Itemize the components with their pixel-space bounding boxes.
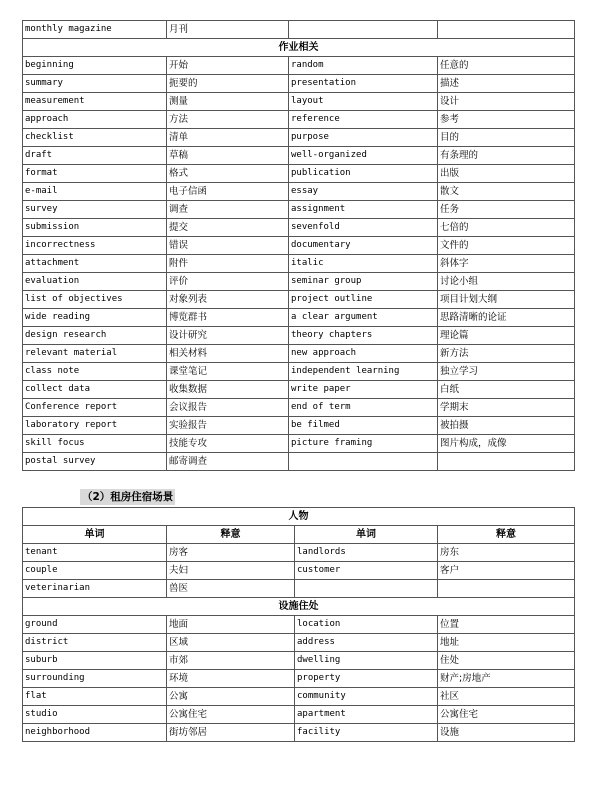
- word-cell: community: [295, 688, 438, 706]
- word-cell: e-mail: [23, 183, 167, 201]
- word-cell: neighborhood: [23, 724, 167, 742]
- word-cell: location: [295, 616, 438, 634]
- meaning-cell: 白纸: [438, 381, 575, 399]
- meaning-cell: 草稿: [167, 147, 289, 165]
- word-cell: customer: [295, 562, 438, 580]
- word-cell: new approach: [289, 345, 438, 363]
- word-cell: italic: [289, 255, 438, 273]
- table-row: [23, 435, 575, 453]
- word-cell: [295, 580, 438, 598]
- word-cell: well-organized: [289, 147, 438, 165]
- word-cell: property: [295, 670, 438, 688]
- meaning-cell: 电子信函: [167, 183, 289, 201]
- meaning-cell: 住处: [438, 652, 575, 670]
- meaning-cell: 相关材料: [167, 345, 289, 363]
- table-row: [23, 363, 575, 381]
- meaning-cell: 对象列表: [167, 291, 289, 309]
- meaning-cell: 收集数据: [167, 381, 289, 399]
- meaning-cell: 文件的: [438, 237, 575, 255]
- word-cell: theory chapters: [289, 327, 438, 345]
- meaning-cell: 环境: [167, 670, 295, 688]
- word-cell: random: [289, 57, 438, 75]
- word-cell: design research: [23, 327, 167, 345]
- meaning-cell: [438, 21, 575, 39]
- word-cell: surrounding: [23, 670, 167, 688]
- meaning-cell: 新方法: [438, 345, 575, 363]
- word-cell: project outline: [289, 291, 438, 309]
- meaning-cell: 月刊: [167, 21, 289, 39]
- table-row: [23, 255, 575, 273]
- table-row: [23, 111, 575, 129]
- meaning-cell: 房东: [438, 544, 575, 562]
- word-cell: measurement: [23, 93, 167, 111]
- meaning-cell: 公寓住宅: [167, 706, 295, 724]
- word-cell: beginning: [23, 57, 167, 75]
- word-cell: list of objectives: [23, 291, 167, 309]
- word-cell: independent learning: [289, 363, 438, 381]
- word-cell: sevenfold: [289, 219, 438, 237]
- meaning-cell: 位置: [438, 616, 575, 634]
- section-title: 人物: [23, 508, 575, 526]
- meaning-cell: 描述: [438, 75, 575, 93]
- meaning-cell: 实验报告: [167, 417, 289, 435]
- word-cell: essay: [289, 183, 438, 201]
- table-row: [23, 724, 575, 742]
- meaning-cell: 错误: [167, 237, 289, 255]
- table-row: [23, 291, 575, 309]
- word-cell: format: [23, 165, 167, 183]
- word-cell: approach: [23, 111, 167, 129]
- meaning-cell: 财产;房地产: [438, 670, 575, 688]
- word-cell: reference: [289, 111, 438, 129]
- meaning-cell: 调查: [167, 201, 289, 219]
- word-cell: picture framing: [289, 435, 438, 453]
- table-row: [23, 417, 575, 435]
- word-cell: landlords: [295, 544, 438, 562]
- meaning-cell: 市郊: [167, 652, 295, 670]
- table-row: [23, 201, 575, 219]
- meaning-cell: 评价: [167, 273, 289, 291]
- meaning-cell: 地址: [438, 634, 575, 652]
- word-cell: studio: [23, 706, 167, 724]
- section-header-row: [23, 39, 575, 57]
- word-cell: write paper: [289, 381, 438, 399]
- word-cell: summary: [23, 75, 167, 93]
- meaning-cell: 社区: [438, 688, 575, 706]
- table-row: [23, 580, 575, 598]
- word-cell: be filmed: [289, 417, 438, 435]
- word-cell: attachment: [23, 255, 167, 273]
- column-header-word: 单词: [23, 526, 167, 544]
- word-cell: relevant material: [23, 345, 167, 363]
- table-row: [23, 562, 575, 580]
- meaning-cell: 公寓住宅: [438, 706, 575, 724]
- word-cell: laboratory report: [23, 417, 167, 435]
- word-cell: checklist: [23, 129, 167, 147]
- word-cell: veterinarian: [23, 580, 167, 598]
- word-cell: collect data: [23, 381, 167, 399]
- word-cell: wide reading: [23, 309, 167, 327]
- word-cell: purpose: [289, 129, 438, 147]
- meaning-cell: 出版: [438, 165, 575, 183]
- meaning-cell: 扼要的: [167, 75, 289, 93]
- meaning-cell: 附件: [167, 255, 289, 273]
- table-row: [23, 652, 575, 670]
- word-cell: monthly magazine: [23, 21, 167, 39]
- word-cell: survey: [23, 201, 167, 219]
- column-header-word: 单词: [295, 526, 438, 544]
- table-row: [23, 381, 575, 399]
- meaning-cell: 被拍摄: [438, 417, 575, 435]
- table-row: [23, 273, 575, 291]
- word-cell: couple: [23, 562, 167, 580]
- word-cell: [289, 453, 438, 471]
- meaning-cell: [438, 580, 575, 598]
- table-row: [23, 345, 575, 363]
- meaning-cell: 七倍的: [438, 219, 575, 237]
- word-cell: submission: [23, 219, 167, 237]
- section-subtitle: （2）租房住宿场景: [82, 491, 174, 503]
- word-cell: end of term: [289, 399, 438, 417]
- word-cell: class note: [23, 363, 167, 381]
- column-header-row: [23, 526, 575, 544]
- word-cell: Conference report: [23, 399, 167, 417]
- table-row: [23, 634, 575, 652]
- column-header-meaning: 释意: [438, 526, 575, 544]
- word-cell: suburb: [23, 652, 167, 670]
- meaning-cell: 设施: [438, 724, 575, 742]
- table-row: [23, 309, 575, 327]
- section-title: 作业相关: [23, 39, 575, 57]
- meaning-cell: 技能专攻: [167, 435, 289, 453]
- meaning-cell: 地面: [167, 616, 295, 634]
- meaning-cell: 目的: [438, 129, 575, 147]
- word-cell: apartment: [295, 706, 438, 724]
- meaning-cell: 学期末: [438, 399, 575, 417]
- meaning-cell: 客户: [438, 562, 575, 580]
- word-cell: postal survey: [23, 453, 167, 471]
- word-cell: draft: [23, 147, 167, 165]
- table-row: [23, 183, 575, 201]
- meaning-cell: 散文: [438, 183, 575, 201]
- table-row: [23, 219, 575, 237]
- meaning-cell: 任务: [438, 201, 575, 219]
- word-cell: tenant: [23, 544, 167, 562]
- meaning-cell: 理论篇: [438, 327, 575, 345]
- word-cell: flat: [23, 688, 167, 706]
- word-cell: ground: [23, 616, 167, 634]
- meaning-cell: 斜体字: [438, 255, 575, 273]
- word-cell: district: [23, 634, 167, 652]
- section-header-row: [23, 598, 575, 616]
- section-header-row: [23, 508, 575, 526]
- table-row: [23, 129, 575, 147]
- vocab-table-housing: [22, 507, 575, 742]
- meaning-cell: 测量: [167, 93, 289, 111]
- meaning-cell: 提交: [167, 219, 289, 237]
- meaning-cell: 任意的: [438, 57, 575, 75]
- table-row: [23, 399, 575, 417]
- word-cell: publication: [289, 165, 438, 183]
- vocab-table-homework: [22, 20, 575, 471]
- meaning-cell: 思路清晰的论证: [438, 309, 575, 327]
- meaning-cell: 兽医: [167, 580, 295, 598]
- meaning-cell: 参考: [438, 111, 575, 129]
- meaning-cell: 会议报告: [167, 399, 289, 417]
- word-cell: assignment: [289, 201, 438, 219]
- meaning-cell: 独立学习: [438, 363, 575, 381]
- table-row: [23, 544, 575, 562]
- table-row: [23, 57, 575, 75]
- word-cell: seminar group: [289, 273, 438, 291]
- word-cell: presentation: [289, 75, 438, 93]
- word-cell: a clear argument: [289, 309, 438, 327]
- table-row: [23, 670, 575, 688]
- meaning-cell: 项目计划大纲: [438, 291, 575, 309]
- word-cell: dwelling: [295, 652, 438, 670]
- table-row: [23, 147, 575, 165]
- meaning-cell: 街坊邻居: [167, 724, 295, 742]
- table-row: [23, 327, 575, 345]
- meaning-cell: 格式: [167, 165, 289, 183]
- meaning-cell: 夫妇: [167, 562, 295, 580]
- meaning-cell: 方法: [167, 111, 289, 129]
- meaning-cell: 房客: [167, 544, 295, 562]
- word-cell: evaluation: [23, 273, 167, 291]
- word-cell: address: [295, 634, 438, 652]
- meaning-cell: 公寓: [167, 688, 295, 706]
- table-row: [23, 21, 575, 39]
- word-cell: skill focus: [23, 435, 167, 453]
- word-cell: incorrectness: [23, 237, 167, 255]
- meaning-cell: 邮寄调查: [167, 453, 289, 471]
- meaning-cell: 博览群书: [167, 309, 289, 327]
- table-row: [23, 453, 575, 471]
- table-row: [23, 706, 575, 724]
- table-row: [23, 75, 575, 93]
- word-cell: layout: [289, 93, 438, 111]
- meaning-cell: 讨论小组: [438, 273, 575, 291]
- meaning-cell: [438, 453, 575, 471]
- word-cell: [289, 21, 438, 39]
- meaning-cell: 区域: [167, 634, 295, 652]
- word-cell: documentary: [289, 237, 438, 255]
- table-row: [23, 688, 575, 706]
- meaning-cell: 课堂笔记: [167, 363, 289, 381]
- meaning-cell: 清单: [167, 129, 289, 147]
- table-row: [23, 237, 575, 255]
- table-row: [23, 165, 575, 183]
- meaning-cell: 开始: [167, 57, 289, 75]
- table-row: [23, 93, 575, 111]
- table-row: [23, 616, 575, 634]
- meaning-cell: 设计: [438, 93, 575, 111]
- meaning-cell: 设计研究: [167, 327, 289, 345]
- meaning-cell: 图片构成，成像: [438, 435, 575, 453]
- column-header-meaning: 释意: [167, 526, 295, 544]
- word-cell: facility: [295, 724, 438, 742]
- section-title: 设施住处: [23, 598, 575, 616]
- meaning-cell: 有条理的: [438, 147, 575, 165]
